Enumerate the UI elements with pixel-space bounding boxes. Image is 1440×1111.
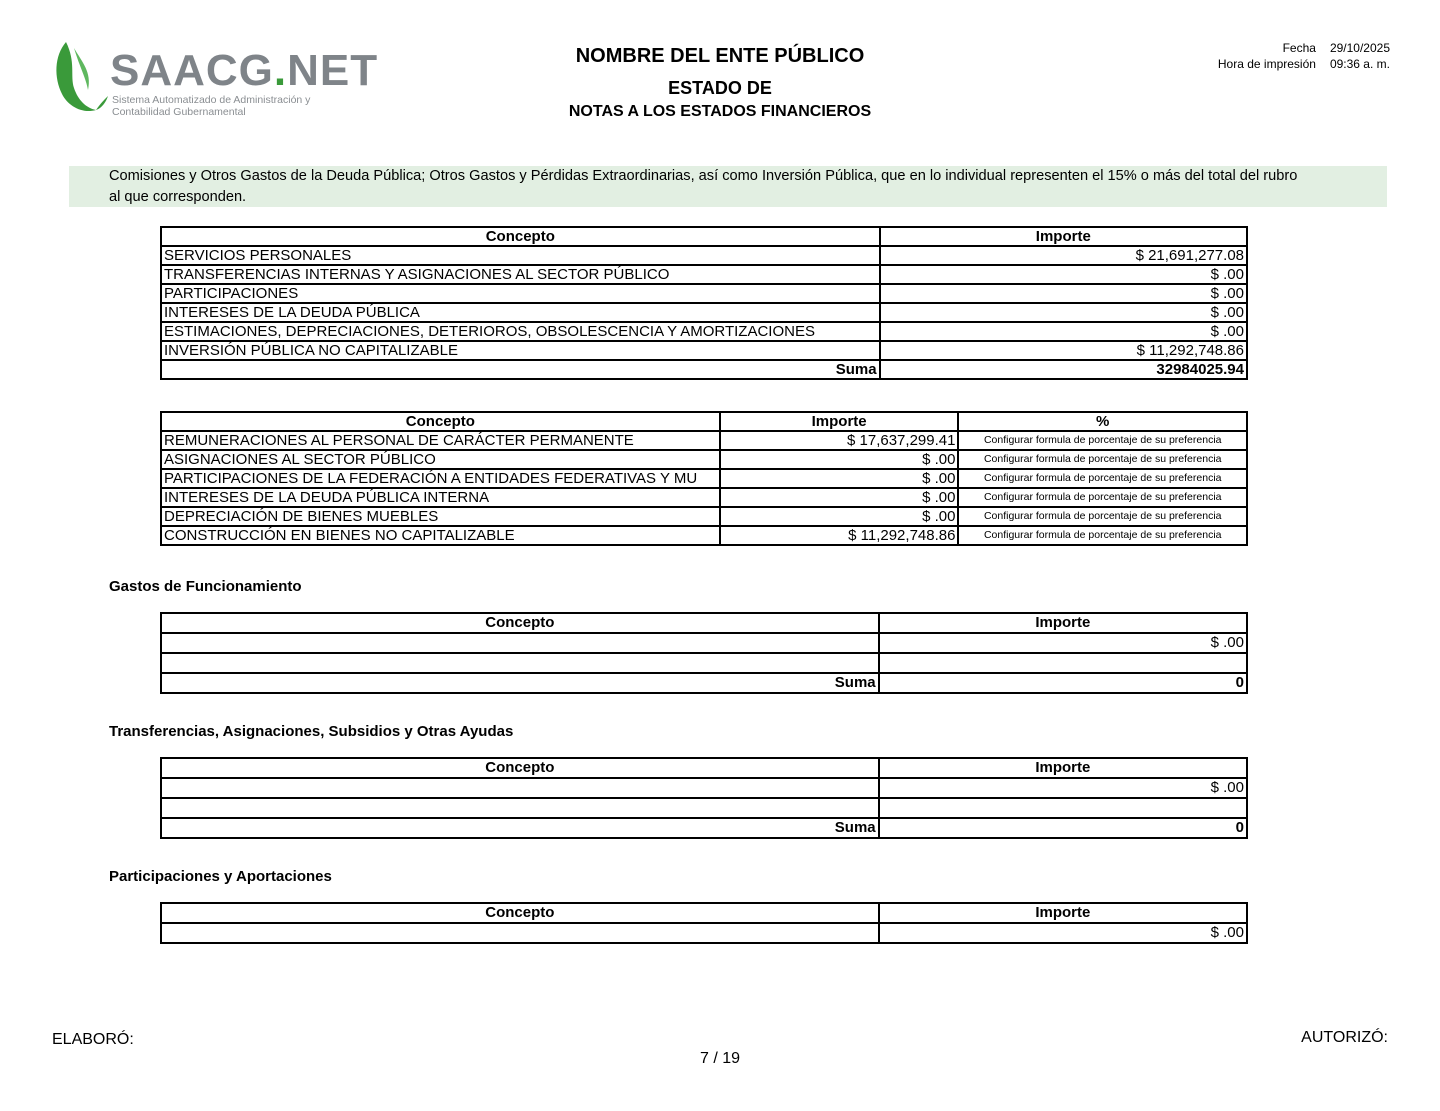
column-header: Concepto bbox=[161, 613, 879, 633]
percent-cell: Configurar formula de porcentaje de su preferencia bbox=[958, 526, 1247, 545]
prepared-by-label: ELABORÓ: bbox=[52, 1031, 134, 1048]
print-time-value: 09:36 a. m. bbox=[1329, 57, 1390, 71]
table-row bbox=[161, 265, 1247, 284]
amount-cell: $ .00 bbox=[880, 265, 1247, 284]
expense-detail-table bbox=[160, 411, 1248, 546]
table-header-row bbox=[161, 412, 1247, 431]
intro-line: al que corresponden. bbox=[109, 189, 247, 205]
brand-name: SAACG.NET bbox=[110, 46, 379, 95]
amount-cell: $ .00 bbox=[720, 488, 959, 507]
concept-cell: DEPRECIACIÓN DE BIENES MUEBLES bbox=[161, 507, 720, 526]
total-value: 32984025.94 bbox=[880, 360, 1247, 379]
table-row bbox=[161, 526, 1247, 545]
concept-cell: PARTICIPACIONES DE LA FEDERACIÓN A ENTIDADES FEDERATIVAS Y MU bbox=[161, 469, 720, 488]
amount-cell: $ .00 bbox=[879, 633, 1247, 653]
concept-cell bbox=[161, 633, 879, 653]
amount-cell: $ .00 bbox=[880, 284, 1247, 303]
total-row bbox=[161, 818, 1247, 838]
intro-note bbox=[69, 166, 1387, 207]
table-row bbox=[161, 431, 1247, 450]
section-title: Gastos de Funcionamiento bbox=[109, 578, 302, 595]
column-header: Importe bbox=[879, 613, 1247, 633]
amount-cell bbox=[879, 798, 1247, 818]
date-value: 29/10/2025 bbox=[1329, 41, 1390, 55]
percent-cell: Configurar formula de porcentaje de su preferencia bbox=[958, 431, 1247, 450]
table-header-row bbox=[161, 613, 1247, 633]
table-header-row bbox=[161, 903, 1247, 923]
table-row bbox=[161, 341, 1247, 360]
concept-cell: PARTICIPACIONES bbox=[161, 284, 880, 303]
table-row bbox=[161, 303, 1247, 322]
table-row bbox=[161, 653, 1247, 673]
amount-cell: $ .00 bbox=[880, 322, 1247, 341]
amount-cell: $ 11,292,748.86 bbox=[880, 341, 1247, 360]
column-header: Concepto bbox=[161, 412, 720, 431]
print-time-label: Hora de impresión bbox=[1217, 57, 1316, 71]
column-header: Concepto bbox=[161, 758, 879, 778]
column-header: % bbox=[958, 412, 1247, 431]
column-header: Importe bbox=[879, 758, 1247, 778]
table-row bbox=[161, 507, 1247, 526]
concept-cell: TRANSFERENCIAS INTERNAS Y ASIGNACIONES AL SECTOR PÚBLICO bbox=[161, 265, 880, 284]
concept-cell: SERVICIOS PERSONALES bbox=[161, 246, 880, 265]
amount-cell: $ .00 bbox=[880, 303, 1247, 322]
table-header-row bbox=[161, 227, 1247, 246]
section-title: Transferencias, Asignaciones, Subsidios y Otras Ayudas bbox=[109, 723, 514, 740]
report-title: NOTAS A LOS ESTADOS FINANCIEROS bbox=[568, 103, 872, 120]
percent-cell: Configurar formula de porcentaje de su preferencia bbox=[958, 469, 1247, 488]
column-header: Concepto bbox=[161, 903, 879, 923]
table-row bbox=[161, 469, 1247, 488]
concept-cell: INTERESES DE LA DEUDA PÚBLICA bbox=[161, 303, 880, 322]
concept-cell bbox=[161, 923, 879, 943]
brand-tagline: Contabilidad Gubernamental bbox=[112, 106, 246, 118]
amount-cell: $ .00 bbox=[720, 507, 959, 526]
print-metadata bbox=[1204, 40, 1390, 72]
column-header: Importe bbox=[879, 903, 1247, 923]
column-header: Importe bbox=[880, 227, 1247, 246]
concept-cell bbox=[161, 653, 879, 673]
table-header-row bbox=[161, 758, 1247, 778]
total-row bbox=[161, 360, 1247, 379]
table-row bbox=[161, 923, 1247, 943]
amount-cell: $ 21,691,277.08 bbox=[880, 246, 1247, 265]
table-row bbox=[161, 778, 1247, 798]
table-row bbox=[161, 633, 1247, 653]
table-row bbox=[161, 246, 1247, 265]
total-value: 0 bbox=[879, 818, 1247, 838]
total-label: Suma bbox=[161, 818, 879, 838]
brand-tagline: Sistema Automatizado de Administración y bbox=[112, 94, 311, 106]
expenses-summary-table bbox=[160, 226, 1248, 380]
total-value: 0 bbox=[879, 673, 1247, 693]
date-label: Fecha bbox=[1282, 41, 1316, 55]
concept-cell: ASIGNACIONES AL SECTOR PÚBLICO bbox=[161, 450, 720, 469]
operating-expenses-table bbox=[160, 612, 1248, 694]
table-row bbox=[161, 488, 1247, 507]
amount-cell bbox=[879, 653, 1247, 673]
participations-table bbox=[160, 902, 1248, 944]
concept-cell bbox=[161, 798, 879, 818]
amount-cell: $ 17,637,299.41 bbox=[720, 431, 959, 450]
entity-title: NOMBRE DEL ENTE PÚBLICO bbox=[575, 45, 865, 67]
authorized-by-label: AUTORIZÓ: bbox=[1301, 1029, 1388, 1046]
concept-cell: CONSTRUCCIÓN EN BIENES NO CAPITALIZABLE bbox=[161, 526, 720, 545]
amount-cell: $ .00 bbox=[879, 778, 1247, 798]
concept-cell: ESTIMACIONES, DEPRECIACIONES, DETERIOROS, OBSOLESCENCIA Y AMORTIZACIONES bbox=[161, 322, 880, 341]
page-number: 7 / 19 bbox=[699, 1050, 741, 1067]
amount-cell: $ .00 bbox=[879, 923, 1247, 943]
amount-cell: $ .00 bbox=[720, 469, 959, 488]
intro-line: Comisiones y Otros Gastos de la Deuda Pública; Otros Gastos y Pérdidas Extraordinarias, así como Inversión Pública, que en lo individual representen el 15% o más del total del rubro bbox=[109, 168, 1298, 184]
table-row bbox=[161, 284, 1247, 303]
transfers-table bbox=[160, 757, 1248, 839]
statement-subtitle: ESTADO DE bbox=[668, 78, 772, 98]
section-title: Participaciones y Aportaciones bbox=[109, 868, 332, 885]
column-header: Importe bbox=[720, 412, 959, 431]
amount-cell: $ 11,292,748.86 bbox=[720, 526, 959, 545]
total-label: Suma bbox=[161, 673, 879, 693]
amount-cell: $ .00 bbox=[720, 450, 959, 469]
concept-cell: REMUNERACIONES AL PERSONAL DE CARÁCTER PERMANENTE bbox=[161, 431, 720, 450]
table-row bbox=[161, 322, 1247, 341]
percent-cell: Configurar formula de porcentaje de su preferencia bbox=[958, 450, 1247, 469]
column-header: Concepto bbox=[161, 227, 880, 246]
concept-cell: INVERSIÓN PÚBLICA NO CAPITALIZABLE bbox=[161, 341, 880, 360]
concept-cell: INTERESES DE LA DEUDA PÚBLICA INTERNA bbox=[161, 488, 720, 507]
concept-cell bbox=[161, 778, 879, 798]
percent-cell: Configurar formula de porcentaje de su preferencia bbox=[958, 488, 1247, 507]
total-row bbox=[161, 673, 1247, 693]
table-row bbox=[161, 450, 1247, 469]
table-row bbox=[161, 798, 1247, 818]
total-label: Suma bbox=[161, 360, 880, 379]
percent-cell: Configurar formula de porcentaje de su preferencia bbox=[958, 507, 1247, 526]
